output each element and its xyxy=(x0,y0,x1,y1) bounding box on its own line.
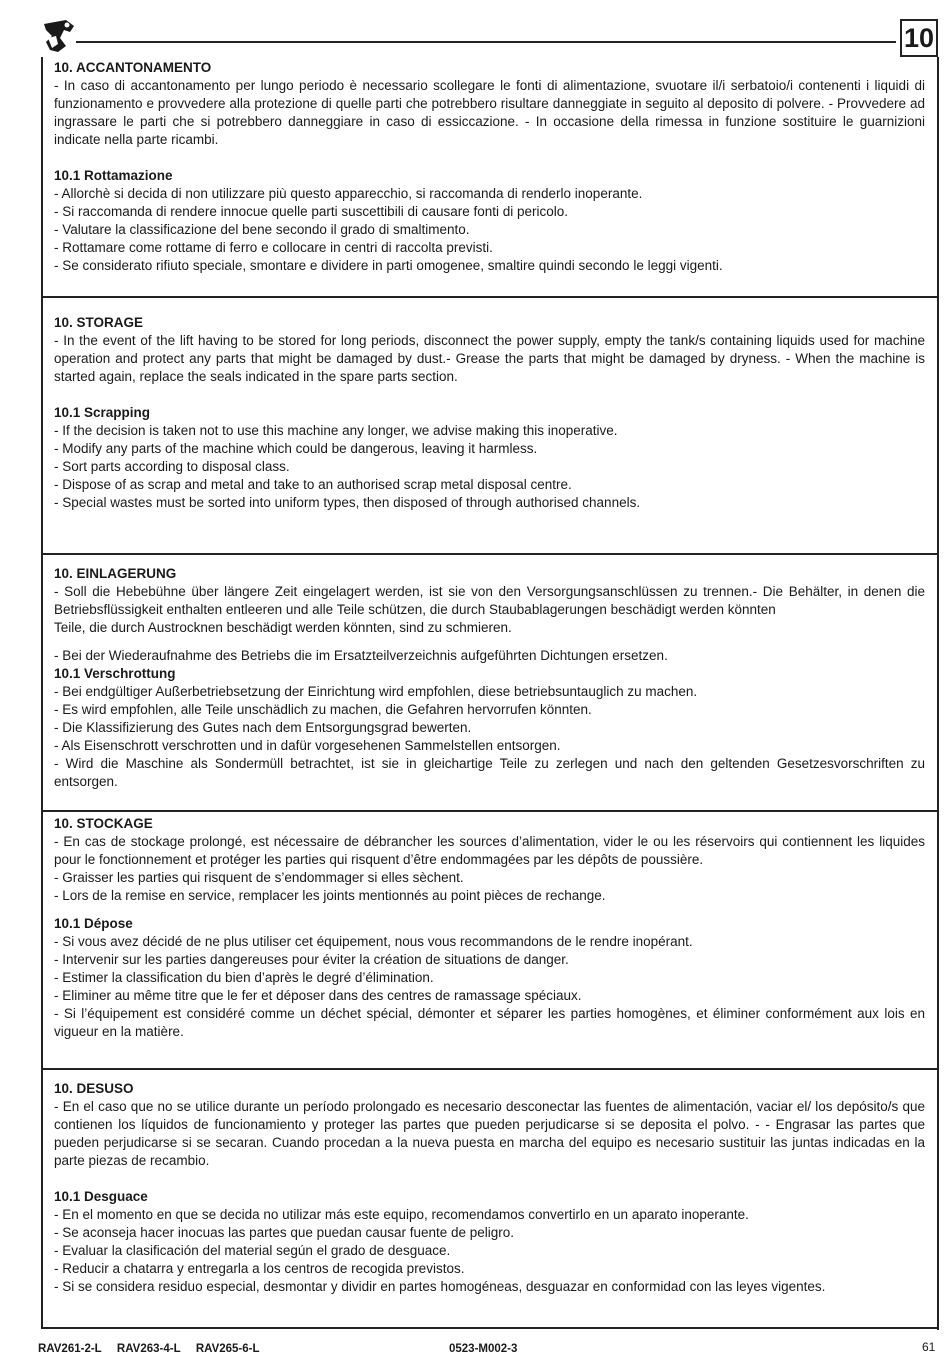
list-item: - Se aconseja hacer inocuas las partes que puedan causar fuente de peligro. xyxy=(54,1225,515,1240)
section-body-continued: Teile, die durch Austrocknen beschädigt werden könnten, sind zu schmieren. xyxy=(54,620,512,635)
section-divider xyxy=(41,810,939,812)
list-item: - Se considerato rifiuto speciale, smontare e dividere in parti omogenee, smaltire quindi secondo le leggi vigenti. xyxy=(54,258,723,273)
list-item: - Wird die Maschine als Sondermüll betrachtet, ist sie in gleichartige Teile zu zerlegen und nach den geltenden Gesetzesvorschriften zu entsorgen. xyxy=(54,756,925,789)
section-body: - En el caso que no se utilice durante un período prolongado es necesario desconectar las fuentes de alimentación, vaciar el/ los depósito/s que contienen los líquidos de funcionamiento y proteger las partes que pueden perjudicarse si se deposita el polvo. - - Engrasar las partes que pueden perjudicarse si se secaran. Cuando procedan a la nueva puesta en marcha del equipo es necesario sustituir las juntas indicadas en la parte piezas de recambio. xyxy=(54,1099,925,1168)
section-spanish xyxy=(43,1080,937,1296)
section-body: - Soll die Hebebühne über längere Zeit eingelagert werden, ist sie von den Versorgungsanschlüssen zu trennen.- Die Behälter, in denen die Betriebsflüssigkeit enthalten entleeren und alle Teile schützen, die durch Staubablagerungen beschädigt werden könnten xyxy=(54,584,925,617)
section-title: 10. ACCANTONAMENTO xyxy=(54,60,212,75)
list-item: - Estimer la classification du bien d’après le degré d’élimination. xyxy=(54,970,434,985)
subsection-title: 10.1 Desguace xyxy=(54,1189,148,1204)
list-item: - Valutare la classificazione del bene secondo il grado di smaltimento. xyxy=(54,222,470,237)
footer-model-list xyxy=(38,1342,272,1356)
brand-logo-icon xyxy=(40,16,80,56)
footer-page-number: 61 xyxy=(922,1340,936,1354)
page-frame-right xyxy=(937,57,939,1330)
section-title: 10. STORAGE xyxy=(54,315,144,330)
section-title: 10. DESUSO xyxy=(54,1081,134,1096)
chapter-number: 10 xyxy=(900,19,938,57)
list-item: - Allorchè si decida di non utilizzare più questo apparecchio, si raccomanda di renderlo inoperante. xyxy=(54,186,643,201)
list-item: - Si raccomanda di rendere innocue quelle parti suscettibili di causare fonti di pericolo. xyxy=(54,204,569,219)
list-item: - Eliminer au même titre que le fer et déposer dans des centres de ramassage spéciaux. xyxy=(54,988,582,1003)
section-french xyxy=(43,815,937,1041)
list-item: - If the decision is taken not to use this machine any longer, we advise making this inoperative. xyxy=(54,423,618,438)
header-rule xyxy=(76,41,896,43)
list-item: - Bei endgültiger Außerbetriebsetzung der Einrichtung wird empfohlen, diese betriebsuntauglich zu machen. xyxy=(54,684,698,699)
section-italian xyxy=(43,59,937,275)
footer-model: RAV265-6-L xyxy=(195,1343,260,1355)
list-item: - En el momento en que se decida no utilizar más este equipo, recomendamos convertirlo en un aparato inoperante. xyxy=(54,1207,749,1222)
list-item: - Intervenir sur les parties dangereuses pour éviter la création de situations de danger. xyxy=(54,952,569,967)
subsection-title: 10.1 Scrapping xyxy=(54,405,151,420)
list-item: - Als Eisenschrott verschrotten und in dafür vorgesehenen Sammelstellen entsorgen. xyxy=(54,738,561,753)
footer-model: RAV263-4-L xyxy=(116,1343,181,1355)
footer-model: RAV261-2-L xyxy=(38,1343,102,1355)
list-item: - Evaluar la clasificación del material según el grado de desguace. xyxy=(54,1243,451,1258)
list-item: - Modify any parts of the machine which could be dangerous, leaving it harmless. xyxy=(54,441,538,456)
list-item: - Reducir a chatarra y entregarla a los centros de recogida previstos. xyxy=(54,1261,465,1276)
list-item: - Sort parts according to disposal class. xyxy=(54,459,290,474)
list-item: - Si vous avez décidé de ne plus utiliser cet équipement, nous vous recommandons de le rendre inopérant. xyxy=(54,934,693,949)
section-body-grease: - Graisser les parties qui risquent de s’endommager si elles sèchent. xyxy=(54,870,464,885)
section-english xyxy=(43,314,937,512)
subsection-title: 10.1 Verschrottung xyxy=(54,666,176,681)
section-body: - In caso di accantonamento per lungo periodo è necessario scollegare le fonti di alimentazione, svuotare il/i serbatoio/i contenenti i liquidi di funzionamento e provvedere alla protezione di quelle parti che potrebbero risultare danneggiate in seguito al deposito di polvere. - Provvedere ad ingrassare le parti che si potrebbero danneggiare in caso di essiccazione. - In occasione della rimessa in funzione sostituire le guarnizioni indicate nella parte ricambi. xyxy=(54,78,925,147)
section-title: 10. EINLAGERUNG xyxy=(54,566,177,581)
subsection-title: 10.1 Dépose xyxy=(54,916,133,931)
list-item: - Si se considera residuo especial, desmontar y dividir en partes homogéneas, desguazar en conformidad con las leyes vigentes. xyxy=(54,1279,826,1294)
list-item: - Special wastes must be sorted into uniform types, then disposed of through authorised channels. xyxy=(54,495,641,510)
list-item: - Rottamare come rottame di ferro e collocare in centri di raccolta previsti. xyxy=(54,240,493,255)
section-german xyxy=(43,565,937,791)
section-body: - En cas de stockage prolongé, est nécessaire de débrancher les sources d’alimentation, vider le ou les réservoirs qui contiennent les liquides pour le fonctionnement et protéger les parties qui risquent d’être endommagées par les dépôts de poussière. xyxy=(54,834,925,867)
page-frame-bottom xyxy=(41,1327,939,1329)
section-body: - In the event of the lift having to be stored for long periods, disconnect the power supply, empty the tank/s containing liquids used for machine operation and protect any parts that might be damaged by dust.- Grease the parts that might be damaged by dryness. - When the machine is started again, replace the seals indicated in the spare parts section. xyxy=(54,333,925,384)
list-item: - Die Klassifizierung des Gutes nach dem Entsorgungsgrad bewerten. xyxy=(54,720,472,735)
list-item: - Si l’équipement est considéré comme un déchet spécial, démonter et séparer les parties homogènes, et éliminer conformément aux lois en vigueur en la matière. xyxy=(54,1006,925,1039)
subsection-title: 10.1 Rottamazione xyxy=(54,168,173,183)
section-divider xyxy=(41,553,939,555)
list-item: - Dispose of as scrap and metal and take to an authorised scrap metal disposal centre. xyxy=(54,477,572,492)
section-divider xyxy=(41,296,939,298)
section-body-restart: - Bei der Wiederaufnahme des Betriebs die im Ersatzteilverzeichnis aufgeführten Dichtungen ersetzen. xyxy=(54,648,668,663)
footer-doc-code: 0523-M002-3 xyxy=(449,1343,518,1355)
section-body-restart: - Lors de la remise en service, remplacer les joints mentionnés au point pièces de rechange. xyxy=(54,888,606,903)
section-divider xyxy=(41,1068,939,1070)
section-title: 10. STOCKAGE xyxy=(54,816,153,831)
list-item: - Es wird empfohlen, alle Teile unschädlich zu machen, die Gefahren hervorrufen könnten. xyxy=(54,702,592,717)
